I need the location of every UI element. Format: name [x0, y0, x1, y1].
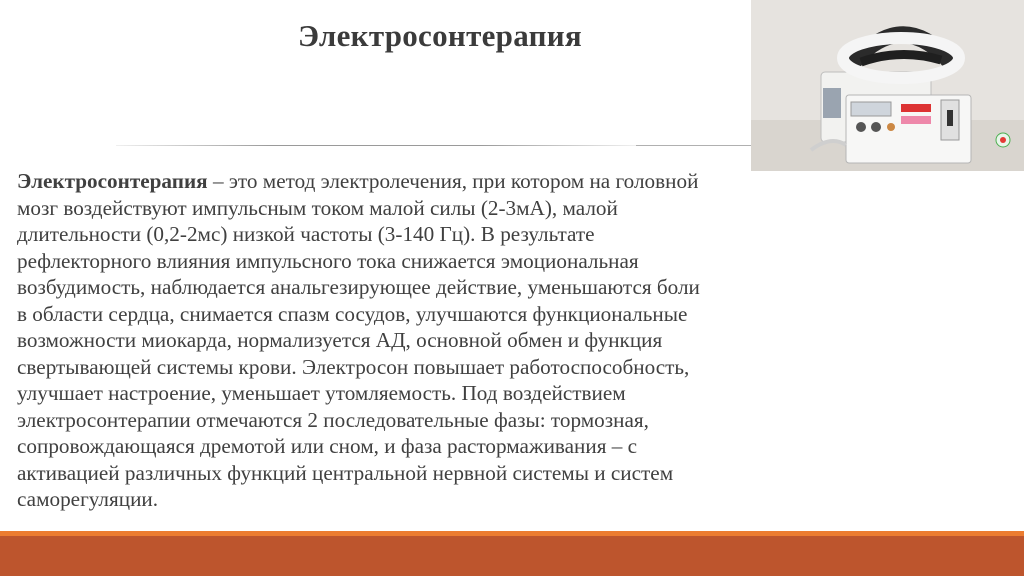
device-illustration: [751, 0, 1024, 171]
title-divider: [116, 145, 636, 146]
body-line: рефлекторного влияния импульсного тока снижается эмоциональная: [17, 248, 639, 273]
body-line: в области сердца, снимается спазм сосудов, улучшаются функциональные: [17, 301, 688, 326]
footer-bar: [0, 536, 1024, 576]
slide-body-text: [17, 168, 847, 513]
term-bold: Электросонтерапия: [17, 169, 208, 193]
body-line: возможности миокарда, нормализуется АД, основной обмен и функция: [17, 328, 663, 352]
title-divider-right: [636, 145, 752, 146]
body-line: свертывающей системы крови. Электросон повышает работоспособность,: [17, 354, 690, 379]
body-line: активацией различных функций центральной нервной системы и систем: [17, 460, 674, 485]
body-line: длительности (0,2-2мс) низкой частоты (3-140 Гц). В результате: [17, 222, 595, 246]
body-line: мозг воздействуют импульсным током малой силы (2-3мА), малой: [17, 195, 618, 220]
slide-title: Электросонтерапия: [297, 18, 582, 53]
device-photo: [751, 0, 1024, 171]
body-line: [17, 168, 847, 195]
body-line: сопровождающаяся дремотой или сном, и фаза растормаживания – с: [17, 434, 638, 458]
body-line: возбудимость, наблюдается анальгезирующее действие, уменьшаются боли: [17, 275, 700, 299]
body-line: саморегуляции.: [17, 487, 159, 511]
body-line: улучшает настроение, уменьшает утомляемость. Под воздействием: [17, 381, 626, 405]
body-line-text: – это метод электролечения, при котором на головной: [207, 169, 699, 193]
body-line: электросонтерапии отмечаются 2 последовательные фазы: тормозная,: [17, 407, 649, 432]
